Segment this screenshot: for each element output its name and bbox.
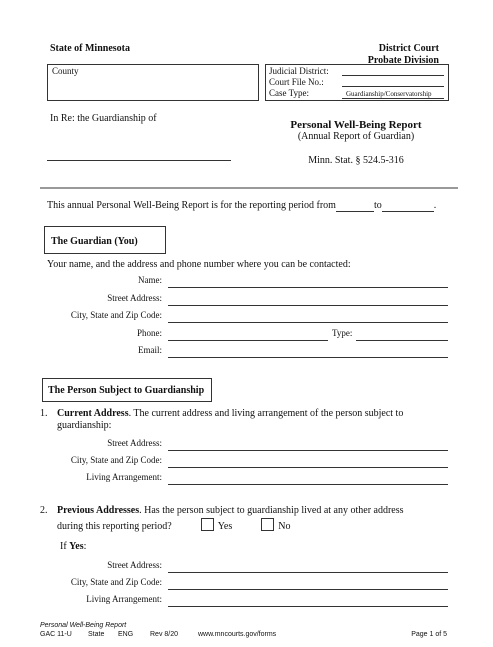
q2-number: 2. (40, 505, 48, 516)
yes-label: Yes (217, 521, 233, 532)
prev-city-label: City, State and Zip Code: (70, 577, 162, 587)
q1-number: 1. (40, 408, 48, 419)
q1-text-2: guardianship: (57, 420, 112, 431)
q1-body: . The current address and living arrangement of the person subject to (128, 408, 404, 419)
person-heading-box (42, 378, 212, 402)
if-yes-label (60, 541, 86, 552)
county-field[interactable] (47, 64, 259, 101)
phone-label: Phone: (136, 328, 162, 338)
city-label: City, State and Zip Code: (70, 310, 162, 320)
current-city-label: City, State and Zip Code: (70, 455, 162, 465)
yes-checkbox[interactable] (201, 518, 214, 531)
case-type-underline (342, 98, 444, 99)
footer-url[interactable]: www.mncourts.gov/forms (198, 631, 277, 638)
if-yes-prefix: If (60, 541, 70, 552)
case-type-label: Case Type: (269, 88, 309, 98)
phone-field[interactable] (168, 340, 328, 341)
no-label: No (278, 521, 291, 532)
reporting-period (47, 200, 436, 212)
if-yes-bold: Yes (69, 541, 84, 552)
current-city-field[interactable] (168, 467, 448, 468)
current-street-label: Street Address: (107, 438, 162, 448)
footer-state: State (88, 631, 105, 638)
q2-question: during this reporting period? (57, 521, 172, 532)
type-field[interactable] (356, 340, 448, 341)
if-yes-suffix: : (83, 541, 87, 552)
prev-street-field[interactable] (168, 572, 448, 573)
in-re-label: In Re: the Guardianship of (50, 113, 157, 124)
prev-street-label: Street Address: (107, 560, 162, 570)
judicial-district-field[interactable] (342, 75, 444, 76)
current-living-field[interactable] (168, 484, 448, 485)
period-start-field[interactable] (336, 200, 374, 212)
footer-page: Page 1 of 5 (411, 631, 447, 638)
prev-living-label: Living Arrangement: (86, 594, 162, 604)
type-label: Type: (332, 328, 353, 338)
case-info-box (265, 64, 449, 101)
guardian-heading-box (44, 226, 166, 254)
q1-title: Current Address (57, 408, 129, 419)
prev-city-field[interactable] (168, 589, 448, 590)
period-end-punct: . (433, 200, 437, 211)
case-type-value: Guardianship/Conservatorship (346, 90, 432, 98)
q2-title: Previous Addresses (57, 505, 140, 516)
prev-living-field[interactable] (168, 606, 448, 607)
current-street-field[interactable] (168, 450, 448, 451)
q2-text-2 (57, 518, 291, 532)
period-to: to (373, 200, 382, 211)
street-label: Street Address: (107, 293, 162, 303)
footer-form-title: Personal Well-Being Report (40, 622, 127, 629)
period-end-field[interactable] (382, 200, 434, 212)
form-subtitle: (Annual Report of Guardian) (297, 131, 415, 142)
form-title: Personal Well-Being Report (290, 119, 422, 131)
name-field[interactable] (168, 287, 448, 288)
divider (40, 187, 458, 189)
ward-name-field[interactable] (47, 160, 231, 161)
email-label: Email: (138, 345, 162, 355)
q2-body: . Has the person subject to guardianship lived at any other address (139, 505, 404, 516)
city-field[interactable] (168, 322, 448, 323)
court-label: District Court (378, 43, 439, 54)
footer-rev: Rev 8/20 (150, 631, 179, 638)
guardian-heading: The Guardian (You) (51, 236, 138, 247)
email-field[interactable] (168, 357, 448, 358)
footer-lang: ENG (118, 631, 134, 638)
no-checkbox[interactable] (261, 518, 274, 531)
person-heading: The Person Subject to Guardianship (48, 385, 205, 396)
reporting-period-text: This annual Personal Well-Being Report is for the reporting period from (47, 200, 336, 211)
footer-form-code: GAC 11-U (40, 631, 72, 638)
statute: Minn. Stat. § 524.5-316 (308, 155, 404, 166)
judicial-district-label: Judicial District: (269, 66, 329, 76)
guardian-instruction: Your name, and the address and phone number where you can be contacted: (47, 259, 351, 270)
county-label: County (52, 66, 79, 76)
name-label: Name: (138, 275, 162, 285)
court-file-field[interactable] (342, 86, 444, 87)
q2-text (57, 505, 404, 516)
q1-text (57, 408, 403, 419)
division-label: Probate Division (367, 55, 439, 66)
street-field[interactable] (168, 305, 448, 306)
state-label: State of Minnesota (50, 43, 130, 54)
court-file-label: Court File No.: (269, 77, 324, 87)
current-living-label: Living Arrangement: (86, 472, 162, 482)
